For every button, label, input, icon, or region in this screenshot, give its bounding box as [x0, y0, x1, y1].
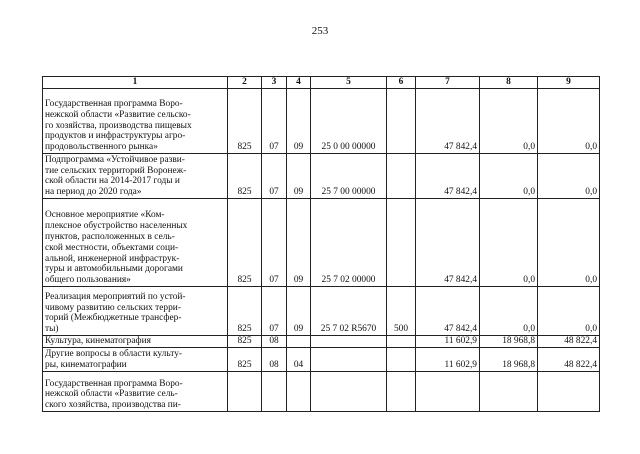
cell-amount-9	[538, 372, 600, 412]
cell-ministry: 825	[228, 199, 262, 287]
cell-subsection: 09	[287, 287, 311, 336]
cell-section: 07	[262, 199, 287, 287]
table-row	[43, 199, 600, 287]
row-name: Государственная программа Воро- нежской области «Развитие сель- ского хозяйства, производства пи-	[43, 372, 228, 412]
cell-section: 07	[262, 154, 287, 199]
budget-table	[42, 76, 600, 412]
table-row	[43, 336, 600, 348]
cell-expense-type	[387, 89, 416, 154]
row-name: Государственная программа Воро- нежской области «Развитие сельско- го хозяйства, производства пищевых продуктов и инфраструктуры агро- продовольственного рынка»	[43, 89, 228, 154]
row-name: Культура, кинематография	[43, 336, 228, 348]
header-col-8: 8	[480, 77, 538, 89]
cell-subsection: 09	[287, 89, 311, 154]
cell-ministry: 825	[228, 336, 262, 348]
cell-amount-9: 48 822,4	[538, 348, 600, 372]
header-col-1: 1	[43, 77, 228, 89]
header-col-7: 7	[416, 77, 480, 89]
cell-expense-type: 500	[387, 287, 416, 336]
cell-amount-7: 11 602,9	[416, 348, 480, 372]
cell-amount-7: 47 842,4	[416, 89, 480, 154]
table-row	[43, 287, 600, 336]
cell-amount-9: 48 822,4	[538, 336, 600, 348]
header-col-9: 9	[538, 77, 600, 89]
cell-ministry: 825	[228, 348, 262, 372]
header-col-4: 4	[287, 77, 311, 89]
cell-expense-type	[387, 199, 416, 287]
cell-amount-8: 0,0	[480, 199, 538, 287]
cell-subsection	[287, 336, 311, 348]
cell-section: 07	[262, 89, 287, 154]
cell-amount-9: 0,0	[538, 287, 600, 336]
table-row	[43, 89, 600, 154]
cell-expense-type	[387, 348, 416, 372]
cell-subsection	[287, 372, 311, 412]
cell-section: 08	[262, 336, 287, 348]
cell-amount-7: 47 842,4	[416, 287, 480, 336]
cell-subsection: 09	[287, 199, 311, 287]
cell-ministry: 825	[228, 154, 262, 199]
cell-amount-8: 18 968,8	[480, 348, 538, 372]
header-col-5: 5	[311, 77, 387, 89]
page-number: 253	[311, 25, 329, 37]
table-row	[43, 154, 600, 199]
header-row	[43, 77, 600, 89]
cell-amount-9: 0,0	[538, 89, 600, 154]
cell-amount-7: 11 602,9	[416, 336, 480, 348]
row-name: Другие вопросы в области культу- ры, кинематографии	[43, 348, 228, 372]
cell-section: 08	[262, 348, 287, 372]
row-name: Реализация мероприятий по устой- чивому развитию сельских терри- торий (Межбюджетные трансфер- ты)	[43, 287, 228, 336]
cell-amount-7: 47 842,4	[416, 199, 480, 287]
cell-target-article: 25 7 00 00000	[311, 154, 387, 199]
cell-amount-7: 47 842,4	[416, 154, 480, 199]
row-name: Основное мероприятие «Ком- плексное обустройство населенных пунктов, расположенных в сель- ской местности, объектами соци- альной, инженерной инфраструк- туры и автомобильными дорогами общего пользования»	[43, 199, 228, 287]
cell-section: 07	[262, 287, 287, 336]
table-row	[43, 372, 600, 412]
cell-subsection: 09	[287, 154, 311, 199]
cell-target-article: 25 0 00 00000	[311, 89, 387, 154]
cell-ministry: 825	[228, 287, 262, 336]
cell-amount-9: 0,0	[538, 154, 600, 199]
cell-amount-8: 0,0	[480, 154, 538, 199]
cell-subsection: 04	[287, 348, 311, 372]
cell-target-article: 25 7 02 R5670	[311, 287, 387, 336]
table-row	[43, 348, 600, 372]
cell-section	[262, 372, 287, 412]
header-col-3: 3	[262, 77, 287, 89]
cell-amount-8: 0,0	[480, 287, 538, 336]
cell-target-article	[311, 348, 387, 372]
header-col-6: 6	[387, 77, 416, 89]
cell-ministry	[228, 372, 262, 412]
cell-expense-type	[387, 372, 416, 412]
cell-amount-8: 0,0	[480, 89, 538, 154]
cell-expense-type	[387, 336, 416, 348]
cell-ministry: 825	[228, 89, 262, 154]
header-col-2: 2	[228, 77, 262, 89]
cell-target-article	[311, 336, 387, 348]
cell-amount-7	[416, 372, 480, 412]
cell-target-article: 25 7 02 00000	[311, 199, 387, 287]
row-name: Подпрограмма «Устойчивое разви- тие сельских территорий Воронеж- ской области на 2014-2017 годы и на период до 2020 года»	[43, 154, 228, 199]
cell-amount-9: 0,0	[538, 199, 600, 287]
cell-expense-type	[387, 154, 416, 199]
cell-amount-8: 18 968,8	[480, 336, 538, 348]
cell-target-article	[311, 372, 387, 412]
cell-amount-8	[480, 372, 538, 412]
